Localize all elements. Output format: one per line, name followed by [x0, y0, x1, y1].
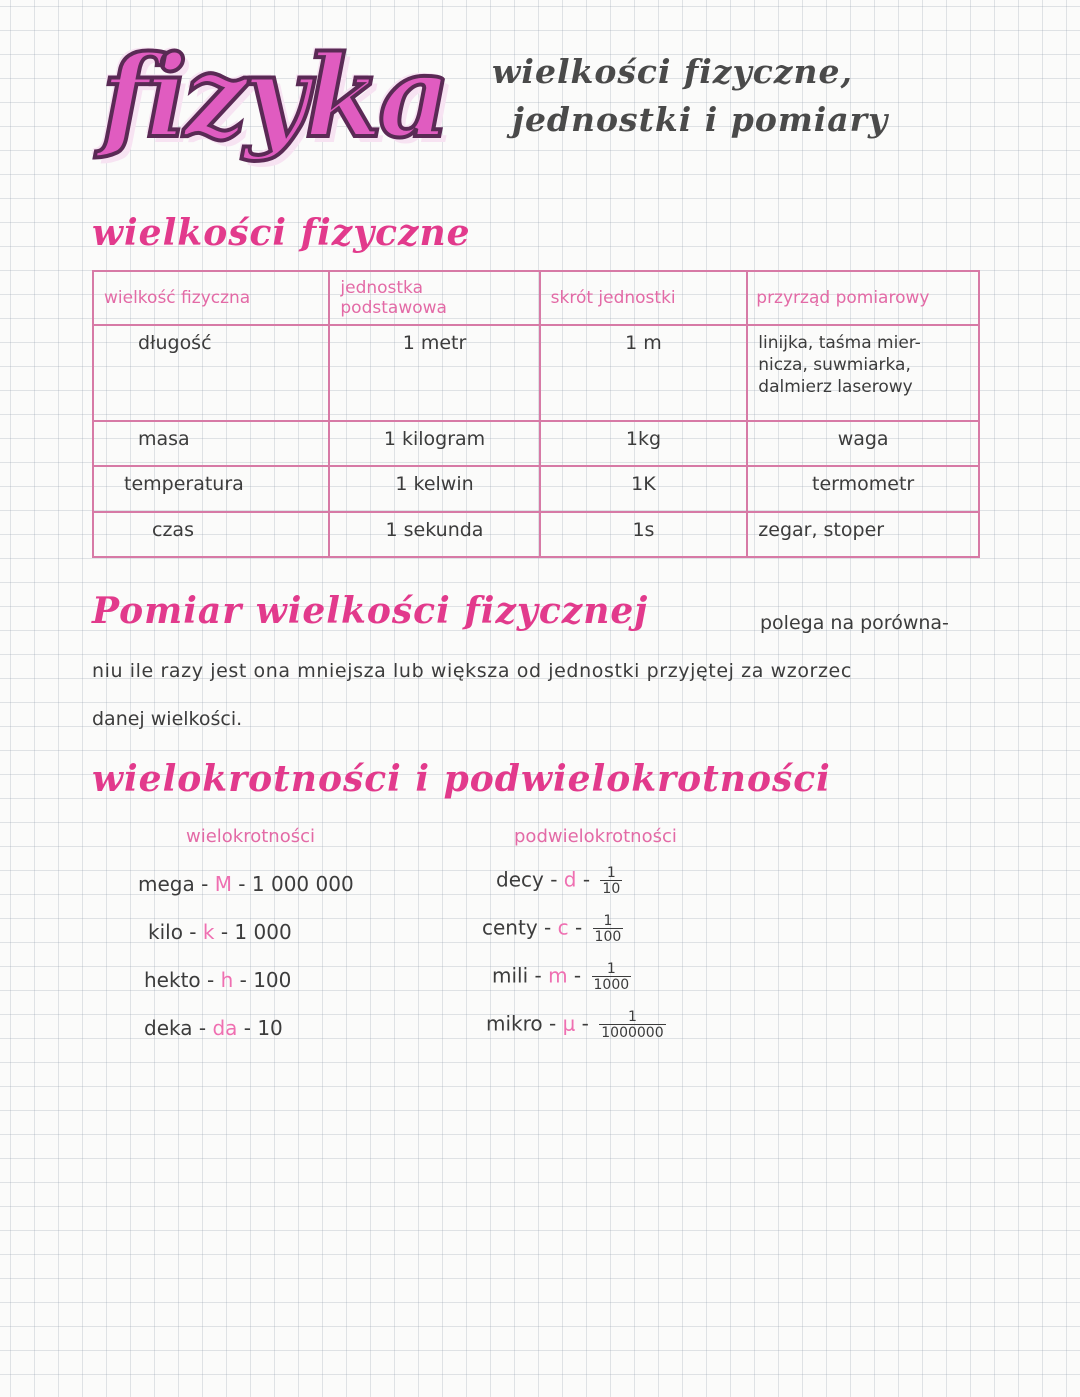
table-row — [93, 512, 979, 557]
list-item: deka - da - 10 — [144, 1016, 283, 1040]
table-row — [93, 325, 979, 421]
prefix-symbol: μ — [562, 1011, 576, 1036]
subtitle-line-1: wielkości fizyczne, — [492, 52, 854, 91]
table-cell: linijka, taśma mier- nicza, suwmiarka, dalmierz laserowy — [747, 325, 979, 421]
fraction-denominator: 1000000 — [601, 1025, 664, 1041]
fraction-numerator: 1 — [606, 961, 616, 977]
table-header-cell: skrót jednostki — [540, 271, 748, 325]
table-cell: waga — [747, 421, 979, 466]
fraction-numerator: 1 — [627, 1009, 637, 1025]
table-header-cell: jednostka podstawowa — [329, 271, 539, 325]
table-cell: 1s — [540, 512, 748, 557]
logo-text: fizyka — [101, 32, 447, 163]
fizyka-logo — [84, 28, 464, 168]
table-row — [93, 421, 979, 466]
prefix-name: deka — [144, 1016, 193, 1040]
table-cell: 1K — [540, 466, 748, 511]
table-cell: 1 m — [540, 325, 748, 421]
prefix-name: mili — [492, 963, 529, 988]
prefix-symbol: c — [557, 915, 569, 940]
list-item: centy - c - $\frac{1}{100}$ — [482, 913, 622, 945]
multiples-header: wielokrotności — [186, 826, 316, 847]
prefix-value: 1 000 000 — [251, 872, 354, 896]
table-cell: zegar, stoper — [747, 512, 979, 557]
prefix-symbol: h — [220, 968, 234, 992]
table-cell: temperatura — [93, 466, 329, 511]
fraction-denominator: 10 — [602, 881, 621, 897]
table-header-row — [93, 271, 979, 325]
prefix-name: decy — [496, 867, 544, 892]
paragraph-line: niu ile razy jest ona mniejsza lub większa od jednostki przyjętej za wzorzec — [92, 660, 852, 682]
table-cell: długość — [93, 325, 329, 421]
table-cell: 1 sekunda — [329, 512, 539, 557]
prefix-symbol: M — [214, 872, 232, 896]
section-title-measurement: Pomiar wielkości fizycznej — [92, 590, 649, 632]
table-cell: 1 kelwin — [329, 466, 539, 511]
table-cell: 1 metr — [329, 325, 539, 421]
prefix-value: 1 000 — [234, 920, 292, 944]
table-row — [93, 466, 979, 511]
table-cell: czas — [93, 512, 329, 557]
section-title-multiples: wielokrotności i podwielokrotności — [92, 758, 831, 800]
prefix-name: hekto — [144, 968, 201, 992]
prefix-symbol: m — [548, 963, 568, 988]
list-item: mega - M - 1 000 000 — [138, 872, 354, 896]
table-header-cell: wielkość fizyczna — [93, 271, 329, 325]
list-item: kilo - k - 1 000 — [148, 920, 292, 944]
prefix-name: kilo — [148, 920, 183, 944]
fraction-numerator: 1 — [606, 865, 616, 881]
fraction-numerator: 1 — [603, 913, 613, 929]
list-item: hekto - h - 100 — [144, 968, 292, 992]
prefix-symbol: k — [202, 920, 215, 944]
fraction-denominator: 100 — [594, 929, 622, 945]
table-cell: masa — [93, 421, 329, 466]
prefix-symbol: d — [563, 867, 577, 892]
list-item: mili - m - $\frac{1}{1000}$ — [492, 961, 630, 993]
fraction-denominator: 1000 — [593, 977, 630, 993]
table-header-cell: przyrząd pomiarowy — [747, 271, 979, 325]
paragraph-line: danej wielkości. — [92, 708, 243, 730]
table-cell: 1 kilogram — [329, 421, 539, 466]
prefix-name: centy — [482, 915, 538, 940]
prefix-symbol: da — [212, 1016, 238, 1040]
prefix-value: 100 — [253, 968, 292, 992]
subtitle-line-2: jednostki i pomiary — [512, 100, 889, 139]
prefix-value: 10 — [257, 1016, 283, 1040]
submultiples-header: podwielokrotności — [514, 826, 677, 847]
page-subtitle — [492, 48, 962, 144]
fraction — [592, 962, 632, 992]
prefix-name: mikro — [486, 1011, 543, 1036]
list-item: decy - d - $\frac{1}{10}$ — [496, 865, 621, 897]
prefix-name: mega — [138, 872, 195, 896]
table-cell: termometr — [747, 466, 979, 511]
fraction — [593, 914, 624, 944]
fraction — [599, 1010, 665, 1040]
list-item: mikro - μ - $\frac{1}{1000000}$ — [486, 1009, 664, 1041]
fraction — [600, 866, 622, 896]
physical-quantities-table — [92, 270, 980, 558]
paragraph-inline-text: polega na porówna- — [760, 612, 949, 634]
table-cell: 1kg — [540, 421, 748, 466]
section-title-physical-quantities: wielkości fizyczne — [92, 212, 471, 254]
